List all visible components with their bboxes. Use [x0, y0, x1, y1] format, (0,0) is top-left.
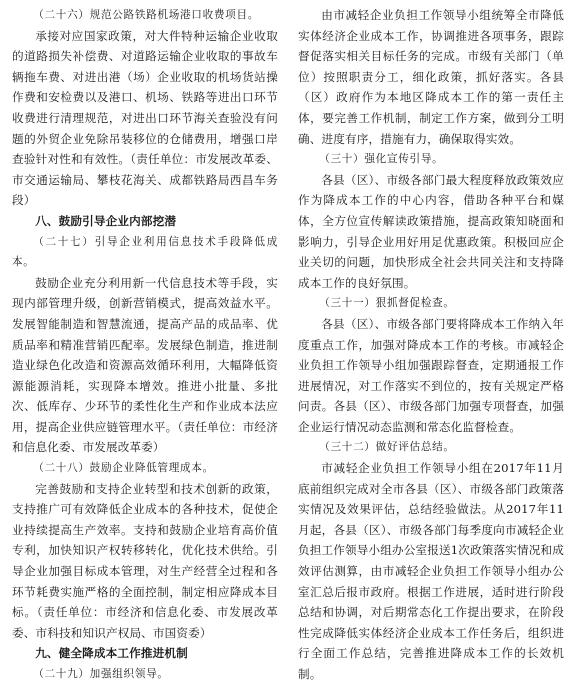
item-heading: （三十二）做好评估总结。: [319, 441, 455, 454]
paragraph: 各县（区）、市级各部门要将降成本工作纳入年度重点工作，加强对降成本工作的考核。市减轻企业负担工作领导小组加强跟踪督查，定期通报工作进展情况，对工作落实不到位的，按有关规定严格问责。各县（区）、市级各部门加强专项督查，加强企业运行情况动态监测和常态化监督检查。: [298, 316, 564, 434]
section-heading: 九、健全降成本工作推进机制: [35, 646, 188, 661]
item-heading: （三十一）狠抓督促检查。: [319, 297, 455, 310]
paragraph: 鼓励企业充分利用新一代信息技术等手段，实现内部管理升级，创新营销模式，提高效益水平。发展智能制造和智慧流通，提高产品的成品率、优质品率和精准营销匹配率。发展绿色制造，推进制造业绿色化改造和资源高效循环利用，大幅降低资源能源消耗，实现降本增效。推进小批量、多批次、低库存、少环节的柔性化生产和作业成本法应用，提高企业供应链管理水平。（责任单位：市经济和信息化委、市发展改革委）: [12, 275, 278, 455]
paragraph: 由市减轻企业负担工作领导小组统筹全市降低实体经济企业成本工作，协调推进各项事务，跟踪督促落实相关目标任务的完成。市级有关部门（单位）按照职责分工，细化政策，抓好落实。各县（区）政府作为本地区降成本工作的第一责任主体，要完善工作机制，制定工作方案，做到分工明确、进度有序，措施有力，确保取得实效。: [298, 8, 564, 146]
item-heading: （二十七）引导企业利用信息技术手段降低成本。: [12, 235, 278, 269]
paragraph: 各县（区）、市级各部门最大程度释放政策效应作为降成本工作的中心内容，借助各种平台和媒体，全方位宣传解读政策措施，提高政策知晓面和影响力，引导企业用好用足优惠政策。积极回应企业关切的问题，加快形成全社会共同关注和支持降成本工作的良好氛围。: [298, 172, 564, 290]
item-heading: （三十）强化宣传引导。: [319, 153, 444, 166]
section-heading: 八、鼓励引导企业内部挖潜: [35, 213, 177, 228]
item-heading: （二十九）加强组织领导。: [33, 668, 169, 680]
paragraph: 市减轻企业负担工作领导小组在2017年11月底前组织完成对全市各县（区）、市级各部门政策落实情况及效果评估，总结经验做法。从2017年11月起，各县（区）、市级各部门每季度向市减轻企业负担工作领导小组办公室报送1次政策落实情况和成效评估测算，由市减轻企业负担工作领导小组办公室汇总后报市政府。根据工作进展，适时进行阶段总结和协调，对后期常态化工作提出要求，在阶段性完成降低实体经济企业成本工作任务后，组织进行全面工作总结，完善推进降成本工作的长效机制。: [298, 461, 564, 681]
right-column: [298, 5, 564, 685]
paragraph: 承接对应国家政策，对大件特种运输企业收取的道路损失补偿费、对道路运输企业收取的事故车辆拖车费、对进出港（场）企业收取的机场货站操作费和安检费以及港口、机场、铁路等进出口环节收费进行清理规范，对进出口环节海关查验没有问题的外贸企业免除吊装移位的仓储费用，增强口岸查验针对性和有效性。（责任单位：市发展改革委、市交通运输局、攀枝花海关、成都铁路局西昌车务段）: [12, 28, 278, 208]
paragraph: 完善鼓励和支持企业转型和技术创新的政策，支持推广可有效降低企业成本的各种技术，促使企业持续提高生产效率。支持和鼓励企业培育高价值专利，加快知识产权转移转化，优化技术供给。引导企业加强目标成本管理，对生产经营全过程和各环节耗费实施严格的全面控制，制定相应降成本目标。（责任单位：市经济和信息化委、市发展改革委、市科技和知识产权局、市国资委）: [12, 481, 278, 640]
item-heading: （二十六）规范公路铁路机场港口收费项目。: [33, 9, 260, 21]
item-heading: （二十八）鼓励企业降低管理成本。: [33, 462, 214, 475]
left-column: [12, 5, 278, 685]
